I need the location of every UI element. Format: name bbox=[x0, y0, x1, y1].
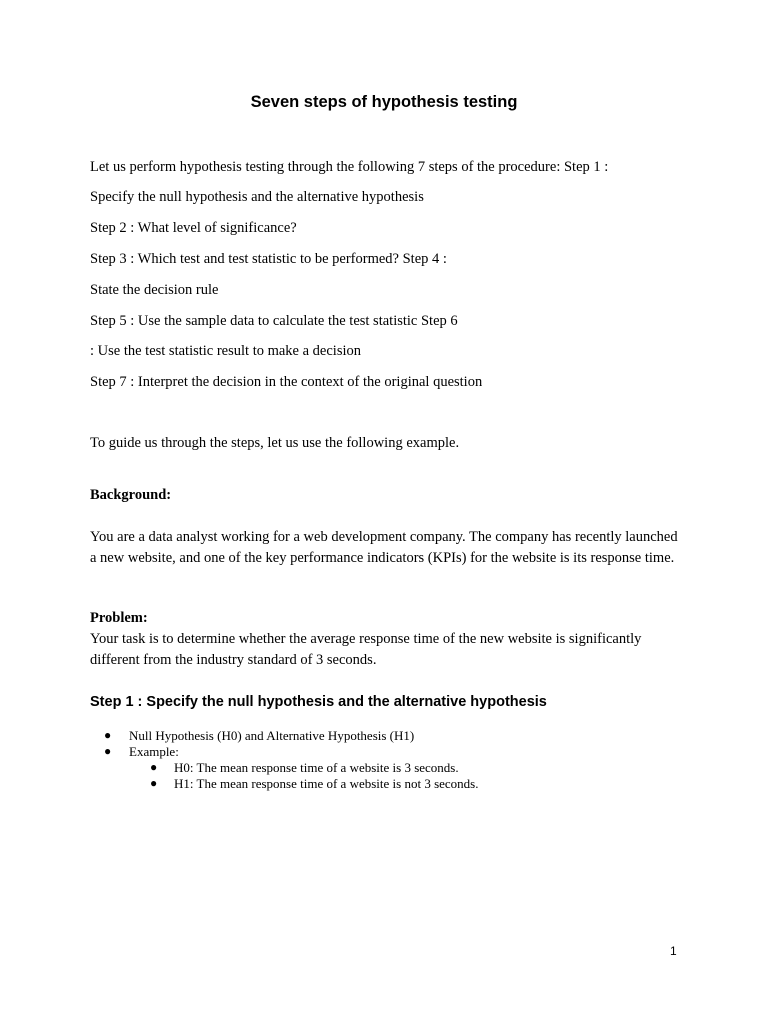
bullet-text: Null Hypothesis (H0) and Alternative Hypothesis (H1) bbox=[129, 728, 415, 743]
problem-text: Your task is to determine whether the average response time of the new website is significantly different from the industry standard of 3 seconds. bbox=[90, 631, 642, 668]
intro-line: State the decision rule bbox=[90, 282, 219, 298]
intro-line: Specify the null hypothesis and the alternative hypothesis bbox=[90, 189, 424, 205]
guide-text: To guide us through the steps, let us use the following example. bbox=[90, 435, 460, 451]
bullet-dot-icon: ● bbox=[104, 728, 112, 742]
intro-line: Step 7 : Interpret the decision in the context of the original question bbox=[90, 374, 483, 390]
page-number: 1 bbox=[670, 944, 677, 958]
step1-heading: Step 1 : Specify the null hypothesis and the alternative hypothesis bbox=[90, 694, 547, 710]
background-heading: Background: bbox=[90, 487, 172, 503]
background-text: You are a data analyst working for a web development company. The company has recently launched a new website, and one of the key performance indicators (KPIs) for the website is its response time. bbox=[90, 529, 678, 566]
bullet-text: Example: bbox=[129, 744, 179, 759]
bullet-dot-icon: ● bbox=[150, 760, 158, 774]
sub-bullet-text: H1: The mean response time of a website is not 3 seconds. bbox=[174, 776, 479, 791]
intro-line: : Use the test statistic result to make a decision bbox=[90, 343, 362, 359]
intro-line: Step 3 : Which test and test statistic to be performed? Step 4 : bbox=[90, 251, 447, 267]
problem-heading: Problem: bbox=[90, 610, 148, 626]
intro-line: Let us perform hypothesis testing through the following 7 steps of the procedure: Step 1 : bbox=[90, 159, 609, 175]
sub-bullet-text: H0: The mean response time of a website is 3 seconds. bbox=[174, 760, 459, 775]
bullet-dot-icon: ● bbox=[150, 776, 158, 790]
bullet-dot-icon: ● bbox=[104, 744, 112, 758]
intro-line: Step 5 : Use the sample data to calculate the test statistic Step 6 bbox=[90, 313, 458, 329]
intro-line: Step 2 : What level of significance? bbox=[90, 220, 297, 236]
document-title: Seven steps of hypothesis testing bbox=[250, 93, 518, 111]
